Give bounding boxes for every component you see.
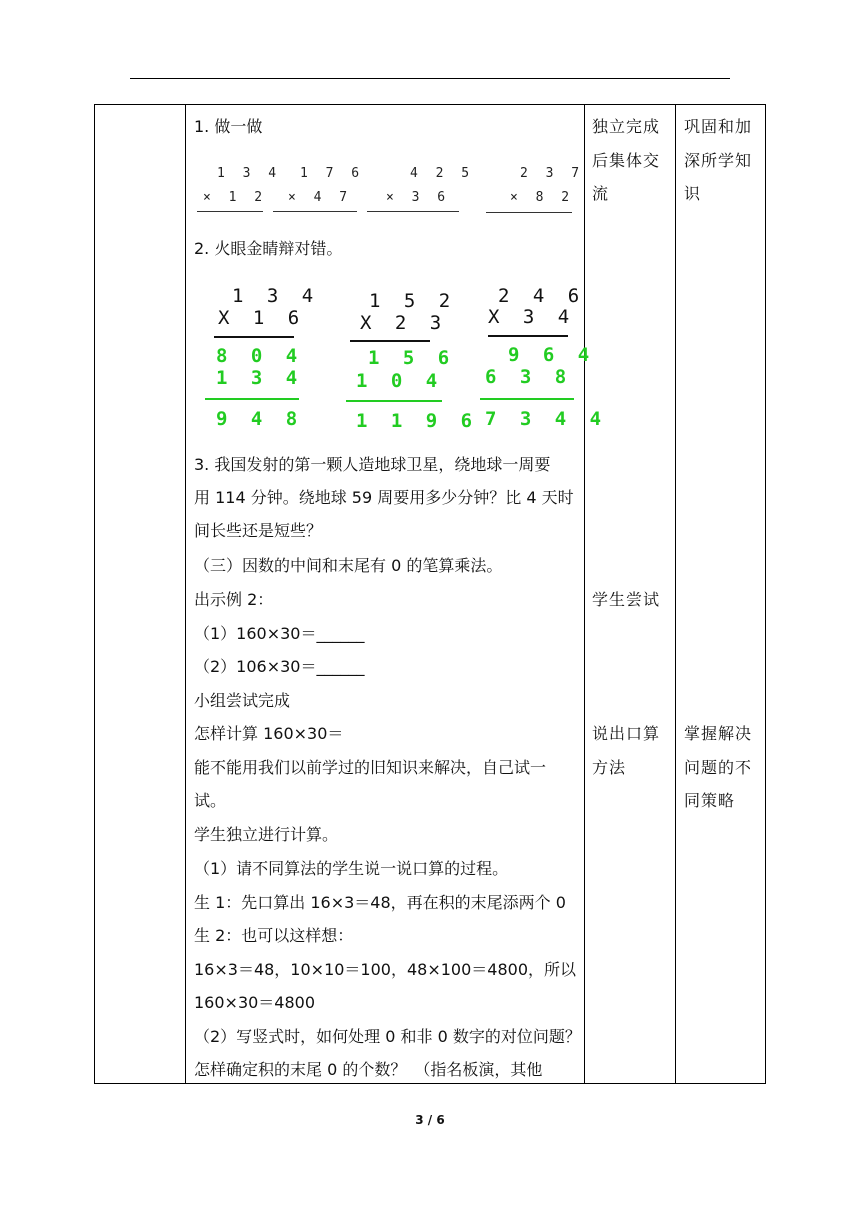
text-line: 16×3＝48，10×10＝100，48×100＝4800，所以 [194,960,576,979]
check-3-rule [488,335,568,337]
text-line: （2）写竖式时，如何处理 0 和非 0 数字的对位问题？ [194,1027,581,1046]
check-3-partial-2: 6 3 8 [485,366,573,388]
intent-text: 深所学知 [684,151,753,170]
activity-text: 流 [592,184,610,203]
activity-text: 方法 [592,758,627,777]
check-2-rule [350,340,430,342]
check-1-multiplier: X 1 6 [218,307,306,329]
exercise-2-multiplicand: 1 7 6 [300,166,365,181]
activity-text: 后集体交 [592,151,661,170]
column-divider-3 [675,105,676,1083]
check-2-multiplicand: 1 5 2 [369,290,457,312]
intent-text: 巩固和加 [684,117,753,136]
section1-heading: 1. 做一做 [194,117,263,136]
exercise-1-multiplicand: 1 3 4 [217,166,282,181]
text-line: 间长些还是短些？ [194,521,323,540]
text-line: 生 1：先口算出 16×3＝48，再在积的末尾添两个 0 [194,893,566,912]
text-line: 怎样确定积的末尾 0 的个数？ （指名板演，其他 [194,1060,543,1079]
check-2-partial-2: 1 0 4 [356,370,444,392]
exercise-2-rule [273,211,357,212]
intent-text: 问题的不 [684,758,753,777]
exercise-4-rule [486,212,572,213]
exercise-1-multiplier: × 1 2 [203,190,268,205]
text-line: 用 114 分钟。绕地球 59 周要用多少分钟？比 4 天时 [194,488,574,507]
exercise-3-rule [367,211,459,212]
text-line: 160×30＝4800 [194,993,316,1012]
check-2-multiplier: X 2 3 [360,312,448,334]
intent-text: 同策略 [684,791,736,810]
intent-text: 识 [684,184,702,203]
column-divider-1 [185,105,186,1083]
check-1-result: 9 4 8 [216,408,304,430]
check-3-sum-rule [480,398,574,400]
check-1-partial-1: 8 0 4 [216,345,304,367]
check-1-sum-rule [205,398,299,400]
exercise-2-multiplier: × 4 7 [288,190,353,205]
text-line: 小组尝试完成 [194,691,291,710]
text-line: 能不能用我们以前学过的旧知识来解决，自己试一 [194,758,547,777]
text-line: 出示例 2： [194,590,274,609]
section2-heading: 2. 火眼金睛辩对错。 [194,239,343,258]
exercise-3-multiplier: × 3 6 [386,190,451,205]
activity-text: 学生尝试 [592,590,661,609]
header-rule [130,78,730,79]
text-line: （2）106×30＝______ [194,657,365,676]
check-1-rule [214,336,294,338]
exercise-3-multiplicand: 4 2 5 [410,166,475,181]
check-1-partial-2: 1 3 4 [216,367,304,389]
check-2-result: 1 1 9 6 [356,410,479,432]
text-line: 生 2：也可以这样想： [194,926,354,945]
text-line: 学生独立进行计算。 [194,825,339,844]
text-line: 怎样计算 160×30＝ [194,724,344,743]
activity-text: 说出口算 [592,724,661,743]
exercise-4-multiplier: × 8 2 [510,190,575,205]
check-3-result: 7 3 4 4 [485,408,608,430]
text-line: 试。 [194,791,227,810]
check-2-partial-1: 1 5 6 [368,347,456,369]
check-3-partial-1: 9 6 4 [508,344,596,366]
text-line: 3. 我国发射的第一颗人造地球卫星，绕地球一周要 [194,455,551,474]
exercise-1-rule [197,211,263,212]
exercise-4-multiplicand: 2 3 7 [520,166,585,181]
check-1-multiplicand: 1 3 4 [232,285,320,307]
check-3-multiplicand: 2 4 6 [498,285,586,307]
text-line: （三）因数的中间和末尾有 0 的笔算乘法。 [194,556,503,575]
check-2-sum-rule [346,400,442,402]
text-line: （1）160×30＝______ [194,624,365,643]
page-number: 3 / 6 [415,1113,445,1127]
activity-text: 独立完成 [592,117,661,136]
intent-text: 掌握解决 [684,724,753,743]
text-line: （1）请不同算法的学生说一说口算的过程。 [194,859,509,878]
column-divider-2 [584,105,585,1083]
check-3-multiplier: X 3 4 [488,306,576,328]
